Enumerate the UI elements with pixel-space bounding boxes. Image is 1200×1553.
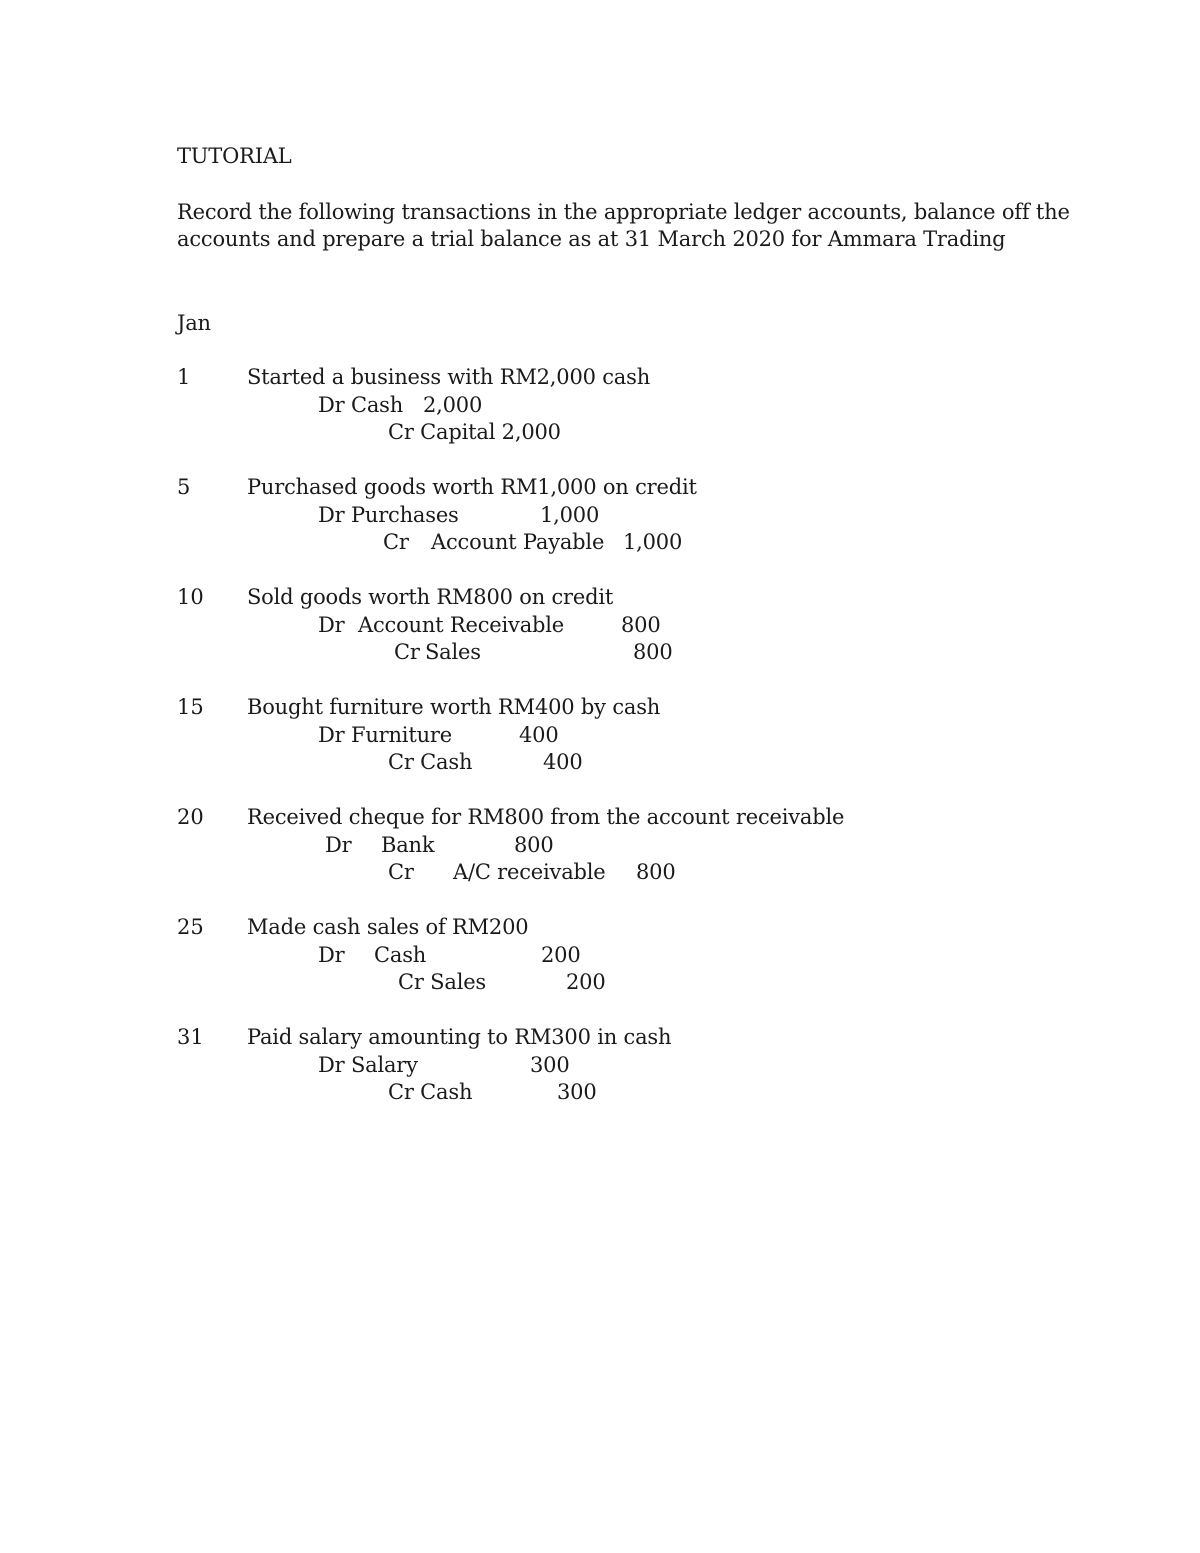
debit-amount: 800: [514, 833, 554, 857]
credit-amount: 800: [633, 640, 673, 664]
debit-amount: 1,000: [540, 503, 600, 527]
debit-account: Account Receivable: [358, 613, 565, 637]
debit-label: Dr Salary: [318, 1053, 418, 1077]
debit-amount: 2,000: [423, 393, 483, 417]
debit-label: Dr Purchases: [318, 503, 459, 527]
debit-prefix: Dr: [318, 943, 345, 967]
credit-amount: 800: [636, 860, 676, 884]
credit-account: Account Payable: [431, 530, 605, 554]
transaction-description: Paid salary amounting to RM300 in cash: [247, 1025, 672, 1049]
debit-amount: 300: [530, 1053, 570, 1077]
transaction-description: Bought furniture worth RM400 by cash: [247, 695, 661, 719]
credit-prefix: Cr: [383, 530, 409, 554]
debit-amount: 200: [541, 943, 581, 967]
debit-account: Bank: [381, 833, 435, 857]
transaction-day: 15: [177, 695, 204, 719]
credit-label: Cr Cash: [388, 1080, 473, 1104]
transaction-description: Purchased goods worth RM1,000 on credit: [247, 475, 697, 499]
debit-amount: 400: [519, 723, 559, 747]
instructions-line-1: Record the following transactions in the appropriate ledger accounts, balance off the: [177, 200, 1070, 224]
debit-prefix: Dr: [318, 613, 345, 637]
transaction-description: Started a business with RM2,000 cash: [247, 365, 651, 389]
document-title: TUTORIAL: [177, 144, 292, 168]
instructions-line-2: accounts and prepare a trial balance as at 31 March 2020 for Ammara Trading: [177, 227, 1006, 251]
credit-amount: 300: [557, 1080, 597, 1104]
credit-label: Cr Sales: [398, 970, 487, 994]
transaction-description: Sold goods worth RM800 on credit: [247, 585, 614, 609]
transaction-day: 31: [177, 1025, 204, 1049]
debit-account: Cash: [374, 943, 427, 967]
credit-account: Sales: [425, 640, 481, 664]
month-label: Jan: [177, 311, 211, 335]
credit-amount: 1,000: [623, 530, 683, 554]
credit-account: A/C receivable: [453, 860, 606, 884]
credit-prefix: Cr: [388, 860, 414, 884]
debit-amount: 800: [621, 613, 661, 637]
credit-amount: 400: [543, 750, 583, 774]
credit-amount: 200: [566, 970, 606, 994]
debit-prefix: Dr: [325, 833, 352, 857]
credit-prefix: Cr: [394, 640, 420, 664]
transaction-description: Made cash sales of RM200: [247, 915, 529, 939]
credit-label: Cr Cash: [388, 750, 473, 774]
transaction-day: 20: [177, 805, 204, 829]
transaction-description: Received cheque for RM800 from the account receivable: [247, 805, 845, 829]
transaction-day: 25: [177, 915, 204, 939]
transaction-day: 10: [177, 585, 204, 609]
transaction-day: 5: [177, 475, 191, 499]
debit-label: Dr Furniture: [318, 723, 452, 747]
transaction-day: 1: [177, 365, 191, 389]
debit-label: Dr Cash: [318, 393, 404, 417]
credit-label: Cr Capital 2,000: [388, 420, 561, 444]
